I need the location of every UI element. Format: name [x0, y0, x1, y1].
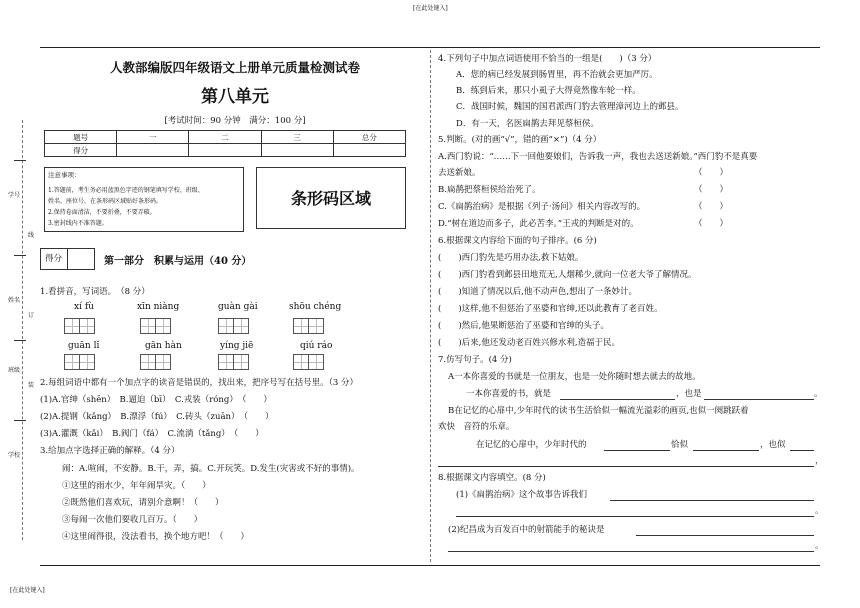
part1-title: 第一部分 积累与运用（40 分） — [104, 256, 252, 267]
q5-paren[interactable]: （ ） — [694, 202, 729, 212]
q3-item: ④这里闹得很，没法看书，换个地方吧！（ ） — [62, 532, 250, 542]
pinyin: qiú ráo — [300, 341, 333, 351]
q6-item[interactable]: ( )这样,他不但惩治了巫婆和官绅,还以此教育了老百姓。 — [438, 304, 663, 314]
binding-line — [22, 120, 23, 540]
q6-stem: 6.根据课文内容给下面的句子排序。(6 分) — [438, 236, 597, 246]
q5-paren[interactable]: （ ） — [694, 185, 729, 195]
q4-option: D．有一天，名医扁鹊去拜见蔡桓侯。 — [456, 119, 599, 129]
binding-label-zhuang: 装 — [28, 382, 35, 389]
q7-stem: 7.仿写句子。(4 分) — [438, 355, 512, 365]
barcode-area — [256, 167, 406, 229]
q8-s2-blank-1[interactable] — [636, 535, 814, 536]
q5-item: D.“树在道边而多子，此必苦李。”王戎的判断是对的。 — [438, 219, 639, 229]
q3-options: 闹：A.喧闹，不安静。B.干，弄，搞。C.开玩笑。D.发生(灾害或不好的事情)。 — [62, 464, 360, 474]
q4-option: B．练到后来，那只小虱子大得竟然像车轮一样。 — [456, 86, 641, 96]
q4-stem: 4.下列句子中加点词语使用不恰当的一组是( )（3 分） — [438, 54, 657, 64]
score-table-header: 二 — [189, 131, 261, 144]
part1-score-box[interactable] — [40, 248, 95, 270]
char-grid[interactable] — [140, 318, 171, 334]
q5-paren[interactable]: （ ） — [694, 219, 729, 229]
q3-item: ③每闹一次他们要收几百万。（ ） — [62, 515, 203, 525]
q2-line: (1)A.官绅（shēn） B.逼迫（bī） C.戎装（róng） （ ） — [40, 395, 272, 405]
q7-b-blank-2[interactable] — [693, 450, 759, 451]
char-grid[interactable] — [140, 354, 171, 370]
unit-title: 第八单元 — [201, 87, 269, 107]
score-table-header: 总分 — [333, 131, 405, 144]
column-divider — [430, 50, 431, 562]
q8-s1-period: 。 — [815, 506, 824, 516]
header-note: [在此处键入] — [413, 5, 448, 12]
q7-b-mid2: ，也似 — [760, 440, 786, 450]
q8-s2-blank-2[interactable] — [448, 551, 814, 552]
q6-item[interactable]: ( )知道了情况以后,他不动声色,想出了一条妙计。 — [438, 287, 638, 297]
q8-s2-period: 。 — [815, 541, 824, 551]
exam-title: 人教部编版四年级语文上册单元质量检测试卷 — [109, 60, 360, 75]
part1-score-label: 得分 — [45, 254, 63, 264]
q2-stem: 2.每组词语中都有一个加点字的读音是错误的，找出来，把序号写在括号里。（3 分） — [40, 378, 358, 388]
score-cell[interactable] — [189, 144, 261, 157]
q7-b-mid1: 恰似 — [671, 440, 689, 450]
binding-blank — [14, 340, 26, 341]
q2-line: (3)A.灌溉（kǎi） B.阀门（fá） C.流淌（tǎng） （ ） — [40, 429, 264, 439]
notice-line: 姓名、座位号，在条形码区域贴好条形码。 — [48, 198, 163, 205]
score-cell[interactable] — [333, 144, 405, 157]
q8-s1-blank-1[interactable] — [610, 500, 814, 501]
barcode-label: 条形码区域 — [290, 189, 371, 208]
notice-title: 注意事项： — [48, 171, 81, 179]
score-table-label: 得分 — [45, 144, 117, 157]
binding-blank — [14, 255, 26, 256]
q5-item: C.《扁鹊治病》是根据《列子·汤问》相关内容改写的。 — [438, 202, 646, 212]
q6-item[interactable]: ( )西门豹看到邺县田地荒无,人烟稀少,就向一位老大爷了解情况。 — [438, 270, 697, 280]
binding-label-xingming: 姓名 — [8, 297, 21, 304]
footer-note: [在此处键入] — [10, 587, 45, 594]
q7-a-blank-1[interactable] — [560, 399, 675, 400]
bottom-rule — [40, 565, 820, 566]
score-cell[interactable] — [261, 144, 333, 157]
q7-b-line1: B在记忆的心扉中,少年时代的读书生活恰似一幅流光溢彩的画页,也似一阕跳跃着 — [448, 406, 749, 416]
q7-b-blank-3[interactable] — [790, 450, 814, 451]
q7-b-comma: ， — [815, 456, 824, 466]
q5-item: B.扁鹊把蔡桓侯给治死了。 — [438, 185, 541, 195]
pinyin: gān hàn — [145, 341, 182, 351]
pinyin: xīn niàng — [137, 302, 180, 312]
top-rule — [40, 47, 820, 48]
q6-item[interactable]: ( )然后,他果断惩治了巫婆和官绅的头子。 — [438, 321, 609, 331]
binding-label-banji: 班级 — [8, 367, 21, 374]
q4-option: A．您的病已经发展到肠胃里，再不治就会更加严厉。 — [456, 70, 658, 80]
q6-item[interactable]: ( )后来,他还发动老百姓兴修水利,造福于民。 — [438, 338, 621, 348]
score-table — [44, 130, 406, 157]
q8-stem: 8.根据课文内容填空。(8 分) — [438, 473, 546, 483]
score-table-header: 题号 — [45, 131, 117, 144]
q3-stem: 3.给加点字选择正确的解释。（4 分） — [40, 446, 180, 456]
score-cell[interactable] — [117, 144, 189, 157]
q7-a-line1: A一本你喜爱的书就是一位朋友，也是一处你随时想去就去的故地。 — [448, 372, 701, 382]
exam-info: [考试时间：90 分钟 满分：100 分] — [164, 116, 306, 126]
q7-b-blank-4[interactable] — [438, 466, 814, 467]
q4-option: C．战国时候，魏国的国君派西门豹去管理漳河边上的邺县。 — [456, 102, 684, 112]
q7-b-prefix: 在记忆的心扉中，少年时代的 — [476, 440, 587, 450]
score-table-header: 一 — [117, 131, 189, 144]
q5-item: A.西门豹说：“……下一回他要娘们，告诉我一声，我也去送送新娘。”西门豹不是真要 — [438, 152, 758, 162]
q6-item[interactable]: ( )西门豹先是巧用办法,救下姑娘。 — [438, 253, 584, 263]
binding-label-ding: 订 — [28, 312, 35, 319]
q3-item: ②既然他们喜欢玩，请别介意啊！（ ） — [62, 498, 224, 508]
score-table-header: 三 — [261, 131, 333, 144]
binding-label-xuexiao: 学校 — [8, 452, 21, 459]
binding-label-xuehao: 学号 — [8, 192, 21, 199]
pinyin: yíng jiē — [220, 341, 254, 351]
binding-blank — [14, 160, 26, 161]
q8-s1-blank-2[interactable] — [456, 516, 814, 517]
q7-a-blank-2[interactable] — [704, 399, 814, 400]
q8-s2: (2)纪昌成为百发百中的射箭能手的秘诀是 — [448, 525, 605, 535]
q2-line: (2)A.提钢（kǎng） B.漂浮（fú） C.砖头（zuān） （ ） — [40, 412, 274, 422]
char-grid[interactable] — [293, 318, 324, 334]
char-grid[interactable] — [64, 318, 95, 334]
q7-b-line2: 欢快 音符的乐章。 — [438, 422, 515, 432]
char-grid[interactable] — [218, 318, 249, 334]
pinyin: guān lǐ — [68, 341, 100, 351]
notice-line: 3.密封线内不准答题。 — [48, 220, 108, 227]
q5-item-cont: 去送新娘。 — [438, 168, 481, 178]
q7-a-end: 。 — [814, 389, 823, 399]
score-box-divider — [67, 249, 68, 269]
char-grid[interactable] — [218, 354, 249, 370]
binding-label-xian: 线 — [28, 232, 35, 239]
binding-blank — [14, 420, 26, 421]
pinyin: shōu chéng — [289, 302, 342, 312]
notice-line: 1.答题前，考生务必用蓝黑色字迹的钢笔填写学校、班级、 — [48, 187, 204, 194]
pinyin: guàn gài — [218, 302, 258, 312]
q7-a-mid: ，也是 — [676, 389, 702, 399]
q7-a-prefix: 一本你喜爱的书，就是 — [466, 389, 552, 399]
char-grid[interactable] — [64, 354, 95, 370]
q7-b-blank-1[interactable] — [604, 450, 670, 451]
pinyin: xí fù — [74, 302, 94, 312]
q5-paren[interactable]: （ ） — [694, 168, 729, 178]
char-grid[interactable] — [293, 354, 324, 370]
q1-stem: 1.看拼音，写词语。 （8 分） — [40, 287, 150, 297]
notice-box — [44, 167, 244, 232]
q3-item: ①这里的雨水少，年年闹旱灾。（ ） — [62, 481, 211, 491]
q8-s1: (1)《扁鹊治病》这个故事告诉我们 — [456, 490, 588, 500]
q5-stem: 5.判断。(对的画“√”，错的画“×”)（4 分） — [438, 135, 602, 145]
notice-line: 2.保持卷面清洁，不要折叠，不要弄破。 — [48, 209, 156, 216]
